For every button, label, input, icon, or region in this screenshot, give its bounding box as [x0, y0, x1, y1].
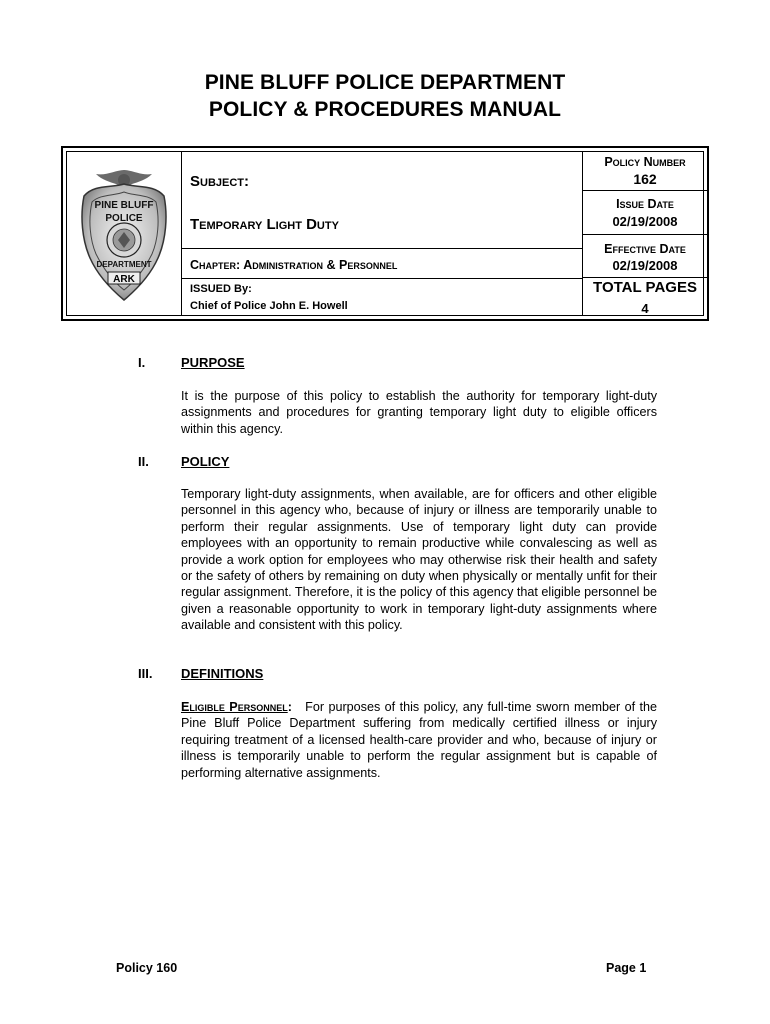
badge-cell: [67, 152, 181, 315]
footer-page-number: Page 1: [606, 961, 647, 975]
footer-policy-label: Policy 160: [116, 961, 178, 975]
badge-text-top: PINE BLUFF: [94, 200, 154, 211]
issue-date-value: 02/19/2008: [612, 214, 678, 229]
effective-date-value: 02/19/2008: [612, 258, 678, 273]
total-pages-label: TOTAL PAGES: [593, 279, 697, 296]
section-title-definitions: DEFINITIONS: [181, 666, 264, 681]
document-title-line1: PINE BLUFF POLICE DEPARTMENT: [204, 71, 566, 94]
issued-by-value: Chief of Police John E. Howell: [190, 300, 348, 312]
effective-date-label: Effective Date: [604, 242, 686, 256]
subject-value: Temporary Light Duty: [190, 216, 339, 233]
policy-number-label: Policy Number: [604, 155, 686, 169]
section-title-purpose: PURPOSE: [181, 355, 245, 370]
total-pages-value: 4: [641, 301, 649, 316]
badge-text-state: ARK: [113, 274, 135, 285]
section-number: II.: [138, 454, 149, 469]
chapter-label: Chapter: Administration & Personnel: [190, 258, 398, 272]
section-text-purpose: It is the purpose of this policy to establish the authority for temporary light-duty assignments and procedures for granting temporary light duty to eligible officers within this agency.: [181, 389, 657, 436]
definition-text: For purposes of this policy, any full-time sworn member of the Pine Bluff Police Department suffering from medically certified illness or injury requiring treatment of a licensed health-care provider and who, because of injury or illness is temporarily unable to perform the regular assignment but is capable of performing alternative assignments.: [181, 700, 657, 780]
issue-date-label: Issue Date: [616, 197, 674, 211]
definition-eligible-personnel: [181, 699, 657, 781]
section-title-policy: POLICY: [181, 454, 230, 469]
badge-text-bottom: DEPARTMENT: [96, 260, 152, 269]
definition-term-colon: :: [287, 700, 292, 714]
policy-number-value: 162: [633, 171, 657, 187]
subject-label: Subject:: [190, 173, 250, 190]
police-badge-icon: [76, 166, 172, 304]
policy-header-table: [61, 146, 709, 321]
issued-by-label: ISSUED By:: [190, 283, 252, 295]
definition-term: Eligible Personnel: [181, 700, 288, 714]
section-text-policy: Temporary light-duty assignments, when available, are for officers and other eligible personnel in this agency who, because of injury or illness are temporarily unable to perform their regular assignments. Use of temporary light duty can provide employees with an opportunity to remain productive while convalescing as well as provide a work option for employees who may otherwise risk their health and safety or the safety of others by remaining on duty when physically or mentally unfit for their regular assignment. Therefore, it is the policy of this agency that eligible personnel be given a reasonable opportunity to work in temporary light-duty assignments where available and consistent with this policy.: [181, 487, 657, 633]
document-title-line2: POLICY & PROCEDURES MANUAL: [208, 98, 562, 121]
section-number: I.: [138, 355, 146, 370]
section-number: III.: [138, 666, 153, 681]
badge-text-mid: POLICE: [105, 213, 143, 224]
